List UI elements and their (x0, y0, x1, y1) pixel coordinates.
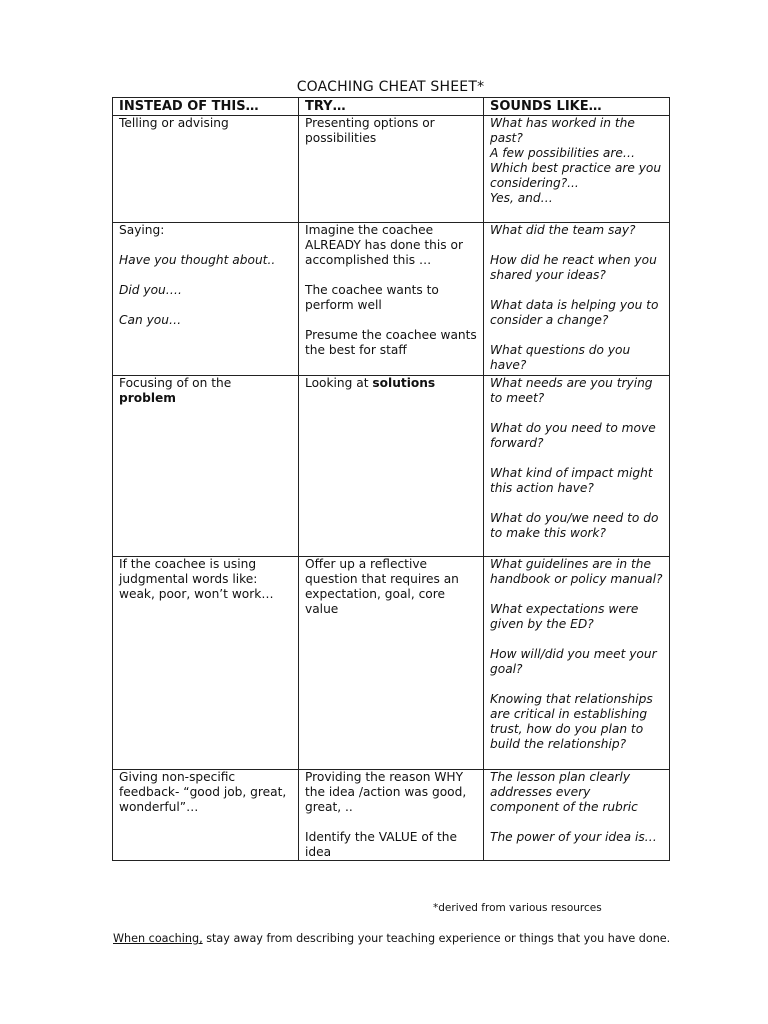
cell-instead (113, 770, 299, 861)
cell-text: Have you thought about.. (119, 253, 276, 267)
cell-text: Which best practice are you considering?... (490, 161, 662, 190)
cell-text: Giving non-specific feedback- “good job, great, wonderful”… (119, 770, 287, 814)
footnote: *derived from various resources (433, 902, 602, 914)
cell-sounds-like (484, 770, 670, 861)
cell-instead (113, 116, 299, 223)
cell-text: Presenting options or possibilities (305, 116, 435, 145)
cell-text: A few possibilities are… (490, 146, 636, 160)
cell-text: If the coachee is using judgmental words like: weak, poor, won’t work… (119, 557, 274, 601)
cell-text: Yes, and… (490, 191, 553, 205)
table-row (113, 223, 670, 376)
cell-text: What guidelines are in the handbook or policy manual? (490, 557, 663, 586)
cell-try (299, 557, 484, 770)
cell-instead (113, 376, 299, 557)
cell-text: The lesson plan clearly addresses every component of the rubric (490, 770, 638, 814)
table-header-row (113, 98, 670, 116)
cell-sounds-like (484, 557, 670, 770)
cell-text: What kind of impact might this action have? (490, 466, 653, 495)
header-instead: INSTEAD OF THIS… (113, 98, 299, 116)
cell-try (299, 376, 484, 557)
closing-note (113, 932, 673, 946)
cell-text: Presume the coachee wants the best for staff (305, 328, 477, 357)
cell-text: What questions do you have? (490, 343, 631, 372)
header-try: TRY… (299, 98, 484, 116)
closing-text: stay away from describing your teaching experience or things that you have done. (202, 932, 671, 945)
cell-try (299, 770, 484, 861)
cell-text: What has worked in the past? (490, 116, 635, 145)
table-row (113, 116, 670, 223)
cell-text: What expectations were given by the ED? (490, 602, 639, 631)
cell-text: Identify the VALUE of the idea (305, 830, 457, 859)
cell-instead (113, 557, 299, 770)
cell-text: Focusing of on the (119, 376, 232, 390)
cell-text: What do you/we need to do to make this work? (490, 511, 659, 540)
cell-text: Providing the reason WHY the idea /action was good, great, .. (305, 770, 467, 814)
table-row (113, 770, 670, 861)
cell-text: Saying: (119, 223, 165, 237)
cell-sounds-like (484, 116, 670, 223)
cell-try (299, 116, 484, 223)
cell-text: Imagine the coachee ALREADY has done this or accomplished this … (305, 223, 463, 267)
cell-text: Did you…. (119, 283, 182, 297)
cell-text: The power of your idea is… (490, 830, 657, 844)
cell-text: Telling or advising (119, 116, 229, 130)
header-sounds-like: SOUNDS LIKE… (484, 98, 670, 116)
cell-text: How did he react when you shared your ideas? (490, 253, 657, 282)
coaching-table (112, 97, 670, 861)
cell-text: What data is helping you to consider a change? (490, 298, 659, 327)
cell-text: What did the team say? (490, 223, 636, 237)
cell-text: How will/did you meet your goal? (490, 647, 657, 676)
cell-text: The coachee wants to perform well (305, 283, 439, 312)
cell-text: Can you… (119, 313, 182, 327)
cell-sounds-like (484, 376, 670, 557)
cell-text: Looking at (305, 376, 369, 390)
cell-sounds-like (484, 223, 670, 376)
table-row (113, 557, 670, 770)
page-title: COACHING CHEAT SHEET* (296, 79, 485, 95)
closing-lead: When coaching, (113, 932, 203, 945)
table-row (113, 376, 670, 557)
cell-text-bold: problem (119, 391, 176, 405)
cell-try (299, 223, 484, 376)
cell-instead (113, 223, 299, 376)
cell-text: What do you need to move forward? (490, 421, 656, 450)
cell-text-bold: solutions (372, 376, 436, 390)
cell-text: Offer up a reflective question that requires an expectation, goal, core value (305, 557, 459, 616)
cell-text: Knowing that relationships are critical in establishing trust, how do you plan to build the relationship? (490, 692, 653, 751)
cell-text: What needs are you trying to meet? (490, 376, 653, 405)
